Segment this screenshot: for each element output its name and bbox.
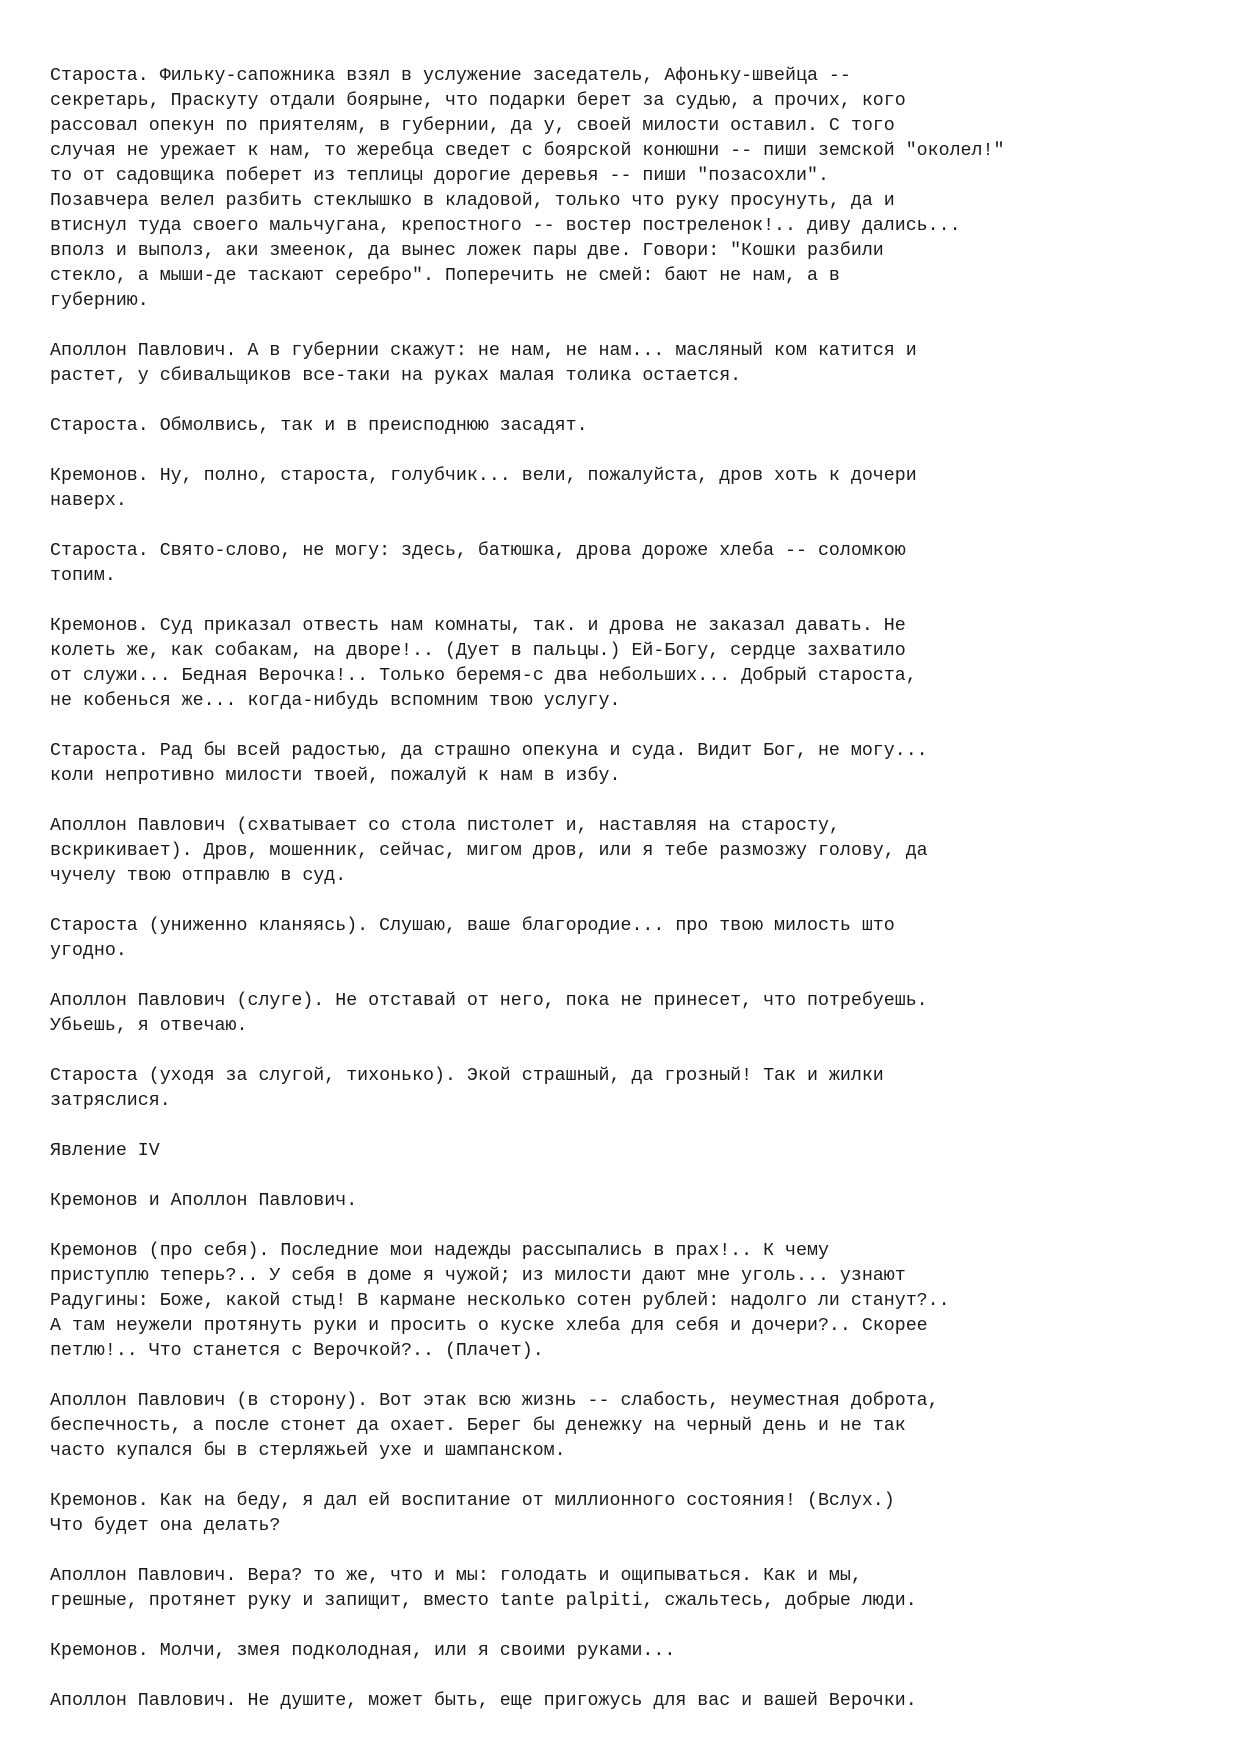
text-line: затряслися. — [50, 1091, 171, 1111]
paragraph — [50, 64, 1210, 314]
text-line: наверх. — [50, 491, 127, 511]
paragraph — [50, 989, 1210, 1039]
paragraph — [50, 339, 1210, 389]
text-line: Кремонов (про себя). Последние мои надежды рассыпались в прах!.. К чему — [50, 1241, 829, 1261]
text-line: Староста (уходя за слугой, тихонько). Экой страшный, да грозный! Так и жилки — [50, 1066, 884, 1086]
paragraph — [50, 739, 1210, 789]
paragraph — [50, 539, 1210, 589]
paragraph — [50, 464, 1210, 514]
text-line: вполз и выполз, аки змеенок, да вынес ложек пары две. Говори: "Кошки разбили — [50, 241, 884, 261]
paragraph — [50, 1689, 1210, 1714]
paragraph — [50, 1239, 1210, 1364]
text-line: колеть же, как собакам, на дворе!.. (Дует в пальцы.) Ей-Богу, сердце захватило — [50, 641, 906, 661]
text-line: стекло, а мыши-де таскают серебро". Поперечить не смей: бают не нам, а в — [50, 266, 840, 286]
paragraph — [50, 414, 1210, 439]
text-line: Староста. Обмолвись, так и в преисподнюю засадят. — [50, 416, 588, 436]
text-line: растет, у сбивальщиков все-таки на руках малая толика остается. — [50, 366, 742, 386]
paragraph — [50, 614, 1210, 714]
paragraph — [50, 1564, 1210, 1614]
text-line: Аполлон Павлович. А в губернии скажут: не нам, не нам... масляный ком катится и — [50, 341, 917, 361]
text-line: Аполлон Павлович. Не душите, может быть, еще пригожусь для вас и вашей Верочки. — [50, 1691, 917, 1711]
paragraph — [50, 1139, 1210, 1164]
text-line: коли непротивно милости твоей, пожалуй к нам в избу. — [50, 766, 621, 786]
document-page — [50, 64, 1210, 1739]
paragraph — [50, 1064, 1210, 1114]
text-line: Радугины: Боже, какой стыд! В кармане несколько сотен рублей: надолго ли станут?.. — [50, 1291, 950, 1311]
paragraph — [50, 914, 1210, 964]
text-line: то от садовщика поберет из теплицы дорогие деревья -- пиши "позасохли". — [50, 166, 829, 186]
text-line: угодно. — [50, 941, 127, 961]
text-line: Позавчера велел разбить стеклышко в кладовой, только что руку просунуть, да и — [50, 191, 895, 211]
text-line: Кремонов. Суд приказал отвесть нам комнаты, так. и дрова не заказал давать. Не — [50, 616, 906, 636]
text-line: часто купался бы в стерляжьей ухе и шампанском. — [50, 1441, 566, 1461]
text-line: случая не урежает к нам, то жеребца сведет с боярской конюшни -- пиши земской "околел!" — [50, 141, 1005, 161]
text-line: не кобенься же... когда-нибудь вспомним твою услугу. — [50, 691, 621, 711]
text-line: Аполлон Павлович (слуге). Не отставай от него, пока не принесет, что потребуешь. — [50, 991, 928, 1011]
text-line: грешные, протянет руку и запищит, вместо tante palpiti, сжальтесь, добрые люди. — [50, 1591, 917, 1611]
text-line: Явление IV — [50, 1141, 160, 1161]
paragraph — [50, 814, 1210, 889]
text-line: губернию. — [50, 291, 149, 311]
paragraph — [50, 1639, 1210, 1664]
text-line: Аполлон Павлович (в сторону). Вот этак всю жизнь -- слабость, неуместная доброта, — [50, 1391, 939, 1411]
text-line: Кремонов. Ну, полно, староста, голубчик... вели, пожалуйста, дров хоть к дочери — [50, 466, 917, 486]
text-line: А там неужели протянуть руки и просить о куске хлеба для себя и дочери?.. Скорее — [50, 1316, 928, 1336]
text-line: Кремонов. Молчи, змея подколодная, или я своими руками... — [50, 1641, 676, 1661]
paragraph — [50, 1389, 1210, 1464]
text-line: петлю!.. Что станется с Верочкой?.. (Плачет). — [50, 1341, 544, 1361]
paragraph — [50, 1489, 1210, 1539]
text-line: Староста (униженно кланяясь). Слушаю, ваше благородие... про твою милость што — [50, 916, 895, 936]
text-line: втиснул туда своего мальчугана, крепостного -- востер постреленок!.. диву дались... — [50, 216, 961, 236]
text-line: Кремонов. Как на беду, я дал ей воспитание от миллионного состояния! (Вслух.) — [50, 1491, 895, 1511]
paragraph — [50, 1189, 1210, 1214]
text-line: вскрикивает). Дров, мошенник, сейчас, мигом дров, или я тебе размозжу голову, да — [50, 841, 928, 861]
text-line: Аполлон Павлович (схватывает со стола пистолет и, наставляя на старосту, — [50, 816, 840, 836]
text-line: Староста. Свято-слово, не могу: здесь, батюшка, дрова дороже хлеба -- соломкою — [50, 541, 906, 561]
text-line: топим. — [50, 566, 116, 586]
text-line: Староста. Фильку-сапожника взял в услужение заседатель, Афоньку-швейца -- — [50, 66, 851, 86]
text-line: чучелу твою отправлю в суд. — [50, 866, 347, 886]
text-line: Что будет она делать? — [50, 1516, 281, 1536]
text-line: беспечность, а после стонет да охает. Берег бы денежку на черный день и не так — [50, 1416, 906, 1436]
text-line: Староста. Рад бы всей радостью, да страшно опекуна и суда. Видит Бог, не могу... — [50, 741, 928, 761]
text-line: от служи... Бедная Верочка!.. Только беремя-с два небольших... Добрый староста, — [50, 666, 917, 686]
text-line: рассовал опекун по приятелям, в губернии, да у, своей милости оставил. С того — [50, 116, 895, 136]
text-line: Кремонов и Аполлон Павлович. — [50, 1191, 358, 1211]
text-line: Убьешь, я отвечаю. — [50, 1016, 248, 1036]
text-line: приступлю теперь?.. У себя в доме я чужой; из милости дают мне уголь... узнают — [50, 1266, 906, 1286]
text-line: Аполлон Павлович. Вера? то же, что и мы: голодать и ощипываться. Как и мы, — [50, 1566, 862, 1586]
text-line: секретарь, Праскуту отдали бoярыне, что подарки берет за судью, а прочих, кого — [50, 91, 906, 111]
